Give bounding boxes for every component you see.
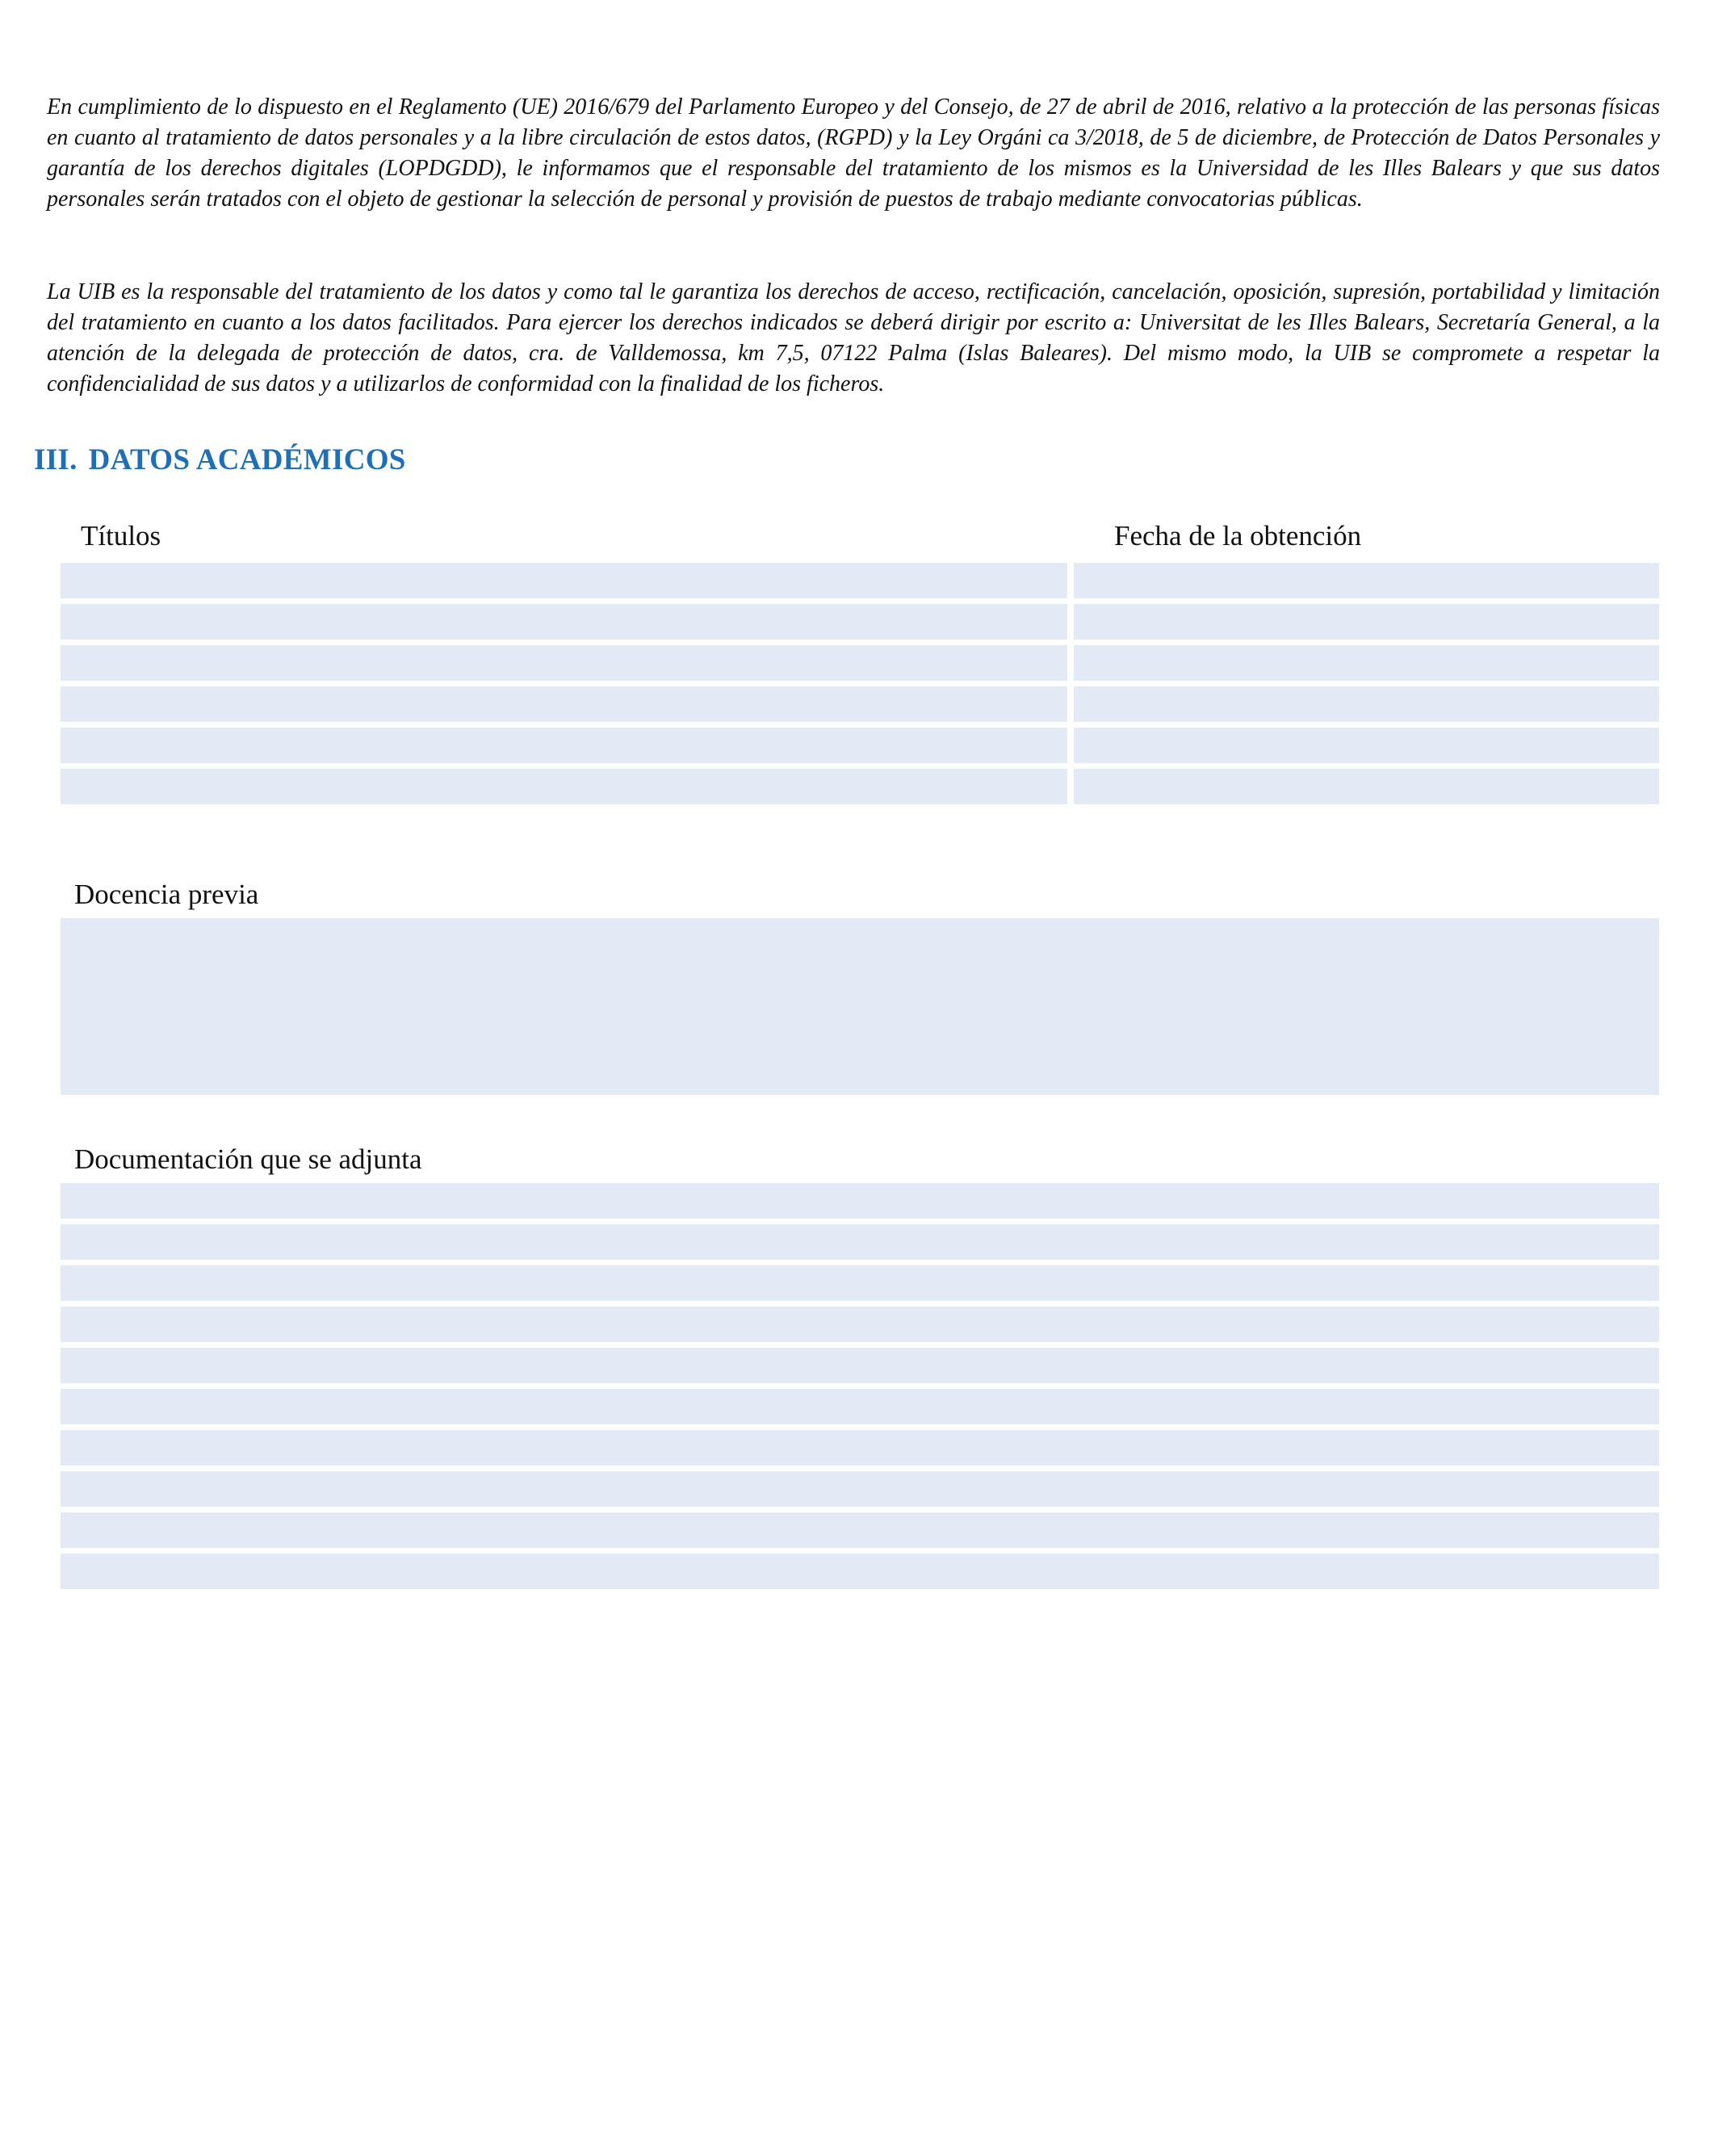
documentacion-field[interactable] bbox=[61, 1265, 1659, 1301]
titulos-row bbox=[61, 645, 1659, 681]
documentacion-table bbox=[61, 1183, 1659, 1595]
titulos-row bbox=[61, 604, 1659, 640]
documentacion-field[interactable] bbox=[61, 1430, 1659, 1466]
documentacion-row bbox=[61, 1430, 1659, 1466]
fecha-obtencion-column-label: Fecha de la obtención bbox=[1114, 520, 1362, 552]
fecha-field[interactable] bbox=[1074, 686, 1659, 722]
documentacion-row bbox=[61, 1554, 1659, 1589]
documentacion-row bbox=[61, 1224, 1659, 1260]
titulos-row bbox=[61, 769, 1659, 804]
documentacion-row bbox=[61, 1307, 1659, 1342]
documentacion-row bbox=[61, 1265, 1659, 1301]
titulo-field[interactable] bbox=[61, 686, 1067, 722]
documentacion-adjunta-label: Documentación que se adjunta bbox=[74, 1143, 422, 1175]
privacy-notice-paragraph-1: En cumplimiento de lo dispuesto en el Reglamento (UE) 2016/679 del Parlamento Europeo y del Consejo, de 27 de abril de 2016, relativo a la protección de las personas físicas en cuanto al tratamiento de datos personales y a la libre circulación de estos datos, (RGPD) y la Ley Orgáni ca 3/2018, de 5 de diciembre, de Protección de Datos Personales y garantía de los derechos digitales (LOPDGDD), le informamos que el responsable del tratamiento de los mismos es la Universidad de les Illes Balears y que sus datos personales serán tratados con el objeto de gestionar la selección de personal y provisión de puestos de trabajo mediante convocatorias públicas. bbox=[47, 94, 1660, 212]
fecha-field[interactable] bbox=[1074, 728, 1659, 763]
documentacion-row bbox=[61, 1389, 1659, 1424]
fecha-field[interactable] bbox=[1074, 563, 1659, 598]
documentacion-row bbox=[61, 1512, 1659, 1548]
titulos-row bbox=[61, 563, 1659, 598]
section-heading bbox=[34, 443, 406, 477]
documentacion-row bbox=[61, 1471, 1659, 1507]
privacy-notice-paragraph-2: La UIB es la responsable del tratamiento de los datos y como tal le garantiza los derechos de acceso, rectificación, cancelación, oposición, supresión, portabilidad y limitación del tratamiento en cuanto a los datos facilitados. Para ejercer los derechos indicados se deberá dirigir por escrito a: Universitat de les Illes Balears, Secretaría General, a la atención de la delegada de protección de datos, cra. de Valldemossa, km 7,5, 07122 Palma (Islas Baleares). Del mismo modo, la UIB se compromete a respetar la confidencialidad de sus datos y a utilizarlos de conformidad con la finalidad de los ficheros. bbox=[47, 279, 1660, 396]
documentacion-field[interactable] bbox=[61, 1348, 1659, 1383]
documentacion-field[interactable] bbox=[61, 1471, 1659, 1507]
documentacion-row bbox=[61, 1348, 1659, 1383]
docencia-previa-label: Docencia previa bbox=[74, 879, 259, 910]
fecha-field[interactable] bbox=[1074, 769, 1659, 804]
documentacion-field[interactable] bbox=[61, 1512, 1659, 1548]
titulos-table bbox=[61, 563, 1659, 810]
titulos-row bbox=[61, 686, 1659, 722]
titulos-row bbox=[61, 728, 1659, 763]
documentacion-field[interactable] bbox=[61, 1224, 1659, 1260]
titulos-column-label: Títulos bbox=[81, 520, 161, 552]
documentacion-row bbox=[61, 1183, 1659, 1219]
section-title: DATOS ACADÉMICOS bbox=[88, 443, 406, 476]
titulo-field[interactable] bbox=[61, 769, 1067, 804]
fecha-field[interactable] bbox=[1074, 645, 1659, 681]
titulo-field[interactable] bbox=[61, 645, 1067, 681]
section-number: III. bbox=[34, 443, 78, 476]
documentacion-field[interactable] bbox=[61, 1554, 1659, 1589]
titulo-field[interactable] bbox=[61, 604, 1067, 640]
documentacion-field[interactable] bbox=[61, 1183, 1659, 1219]
titulo-field[interactable] bbox=[61, 563, 1067, 598]
docencia-previa-field[interactable] bbox=[61, 918, 1659, 1095]
documentacion-field[interactable] bbox=[61, 1307, 1659, 1342]
documentacion-field[interactable] bbox=[61, 1389, 1659, 1424]
titulo-field[interactable] bbox=[61, 728, 1067, 763]
fecha-field[interactable] bbox=[1074, 604, 1659, 640]
